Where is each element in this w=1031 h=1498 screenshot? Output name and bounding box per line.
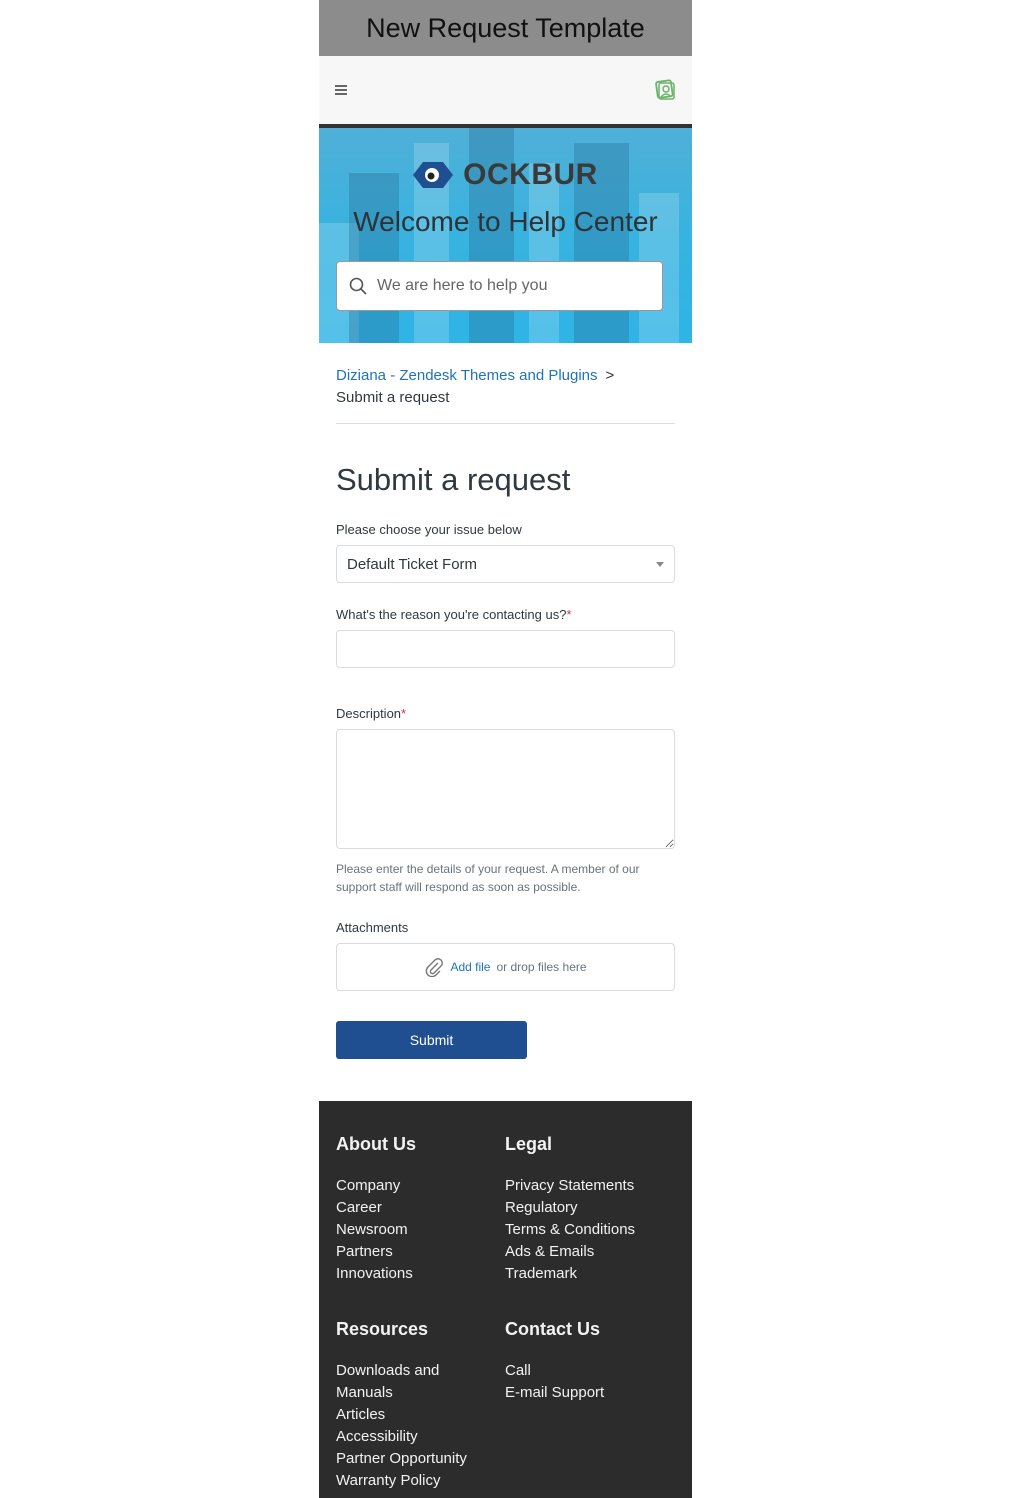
page-title: Submit a request [336,462,571,497]
footer-link[interactable]: Partners [336,1243,393,1260]
footer-resources [336,1319,506,1492]
search-bar [336,261,663,311]
issue-select-value: Default Ticket Form [347,555,478,573]
footer-link[interactable]: Accessibility [336,1428,418,1445]
required-mark: * [566,607,572,622]
breadcrumb-current: Submit a request [336,389,450,406]
footer-link[interactable]: Trademark [505,1265,577,1282]
brand-logo [319,158,692,192]
footer-link[interactable]: Downloads and [336,1362,440,1379]
logo-text: OCKBUR [463,158,598,191]
description-label [336,706,675,721]
footer-link[interactable]: Articles [336,1406,386,1423]
footer-link[interactable]: Manuals [336,1384,393,1401]
footer-contact-heading: Contact Us [505,1319,601,1339]
reason-label [336,607,675,622]
footer [319,1101,692,1498]
footer-link[interactable]: Call [505,1362,531,1379]
reason-label-text: What's the reason you're contacting us? [336,607,567,622]
chevron-down-icon [656,562,664,567]
footer-link[interactable]: Career [336,1199,382,1216]
reason-field [336,607,675,668]
file-dropzone[interactable] [336,943,675,991]
footer-link[interactable]: Regulatory [505,1199,578,1216]
footer-contact [505,1319,675,1404]
user-avatar-icon[interactable] [654,79,676,101]
description-field [336,706,675,896]
footer-link[interactable]: Partner Opportunity [336,1450,467,1467]
footer-legal-heading: Legal [505,1134,553,1154]
hero-banner [319,128,692,343]
footer-link[interactable]: Terms & Conditions [505,1221,636,1238]
breadcrumb-separator: > [605,367,615,384]
phone-frame [319,0,692,1498]
top-nav [319,56,692,128]
footer-resources-heading: Resources [336,1319,429,1339]
required-mark: * [401,706,407,721]
footer-link[interactable]: Innovations [336,1265,413,1282]
hero-title: Welcome to Help Center [353,206,658,237]
reason-input[interactable] [336,630,675,668]
page-caption-text: New Request Template [366,12,645,43]
search-icon [349,277,367,295]
issue-select[interactable] [336,545,675,583]
footer-link[interactable]: Company [336,1177,401,1194]
breadcrumb-home-link[interactable]: Diziana - Zendesk Themes and Plugins [336,367,598,384]
attachments-label: Attachments [336,920,409,935]
logo-mark-icon [413,158,457,192]
attachments-field [336,920,675,991]
search-input[interactable] [375,276,639,296]
footer-link[interactable]: Privacy Statements [505,1177,635,1194]
issue-field [336,522,675,583]
paperclip-icon [424,957,444,977]
submit-button[interactable]: Submit [336,1021,527,1059]
footer-about [336,1134,506,1285]
footer-link[interactable]: Ads & Emails [505,1243,595,1260]
page-caption [319,0,692,56]
description-hint: Please enter the details of your request. A member of our support staff will respond as soon as possible. [336,862,640,894]
footer-about-heading: About Us [336,1134,416,1154]
footer-link[interactable]: E-mail Support [505,1384,605,1401]
add-file-link[interactable]: Add file [450,960,491,974]
issue-label: Please choose your issue below [336,522,522,537]
description-label-text: Description [336,706,402,721]
footer-link[interactable]: Warranty Policy [336,1472,441,1489]
footer-legal [505,1134,675,1285]
drop-files-text: or drop files here [496,960,587,974]
breadcrumb [336,343,675,424]
description-textarea[interactable] [336,729,675,849]
hamburger-menu-icon[interactable] [335,84,349,96]
footer-link[interactable]: Newsroom [336,1221,408,1238]
main-content [319,343,692,1059]
